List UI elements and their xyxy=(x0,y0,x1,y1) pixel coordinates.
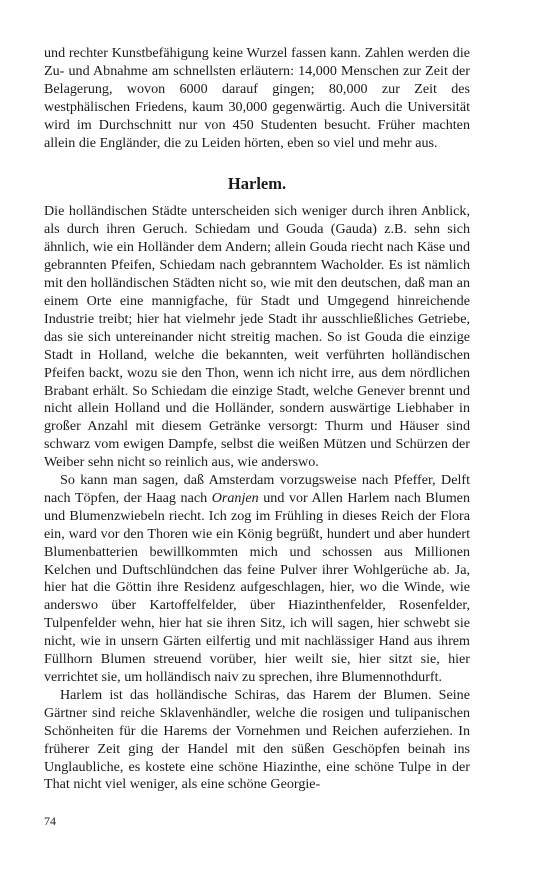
intro-block xyxy=(44,45,470,152)
paragraph-2-part-2: und vor Allen Harlem nach Blumen und Blumenzwiebeln riecht. Ich zog im Frühling in dieses Reich der Flora ein, ward vor den Thoren wie ein König begrüßt, hundert und aber hundert Blumenbatterien bewillkommten mich und schossen aus Millionen Kelchen und Duftschlündchen das feine Pulver ihrer Wohlgerüche ab. Ja, hier hat die Göttin ihre Residenz aufgeschlagen, hier, wo die Winde, wie anderswo über Kartoffelfelder, über Hiazinthenfelder, Rosenfelder, Tulpenfelder wehn, hier hat sie ihren Sitz, ich will sagen, hier schwebt sie nicht, wie in unsern Gärten eilfertig und mit nachlässiger Hand aus ihrem Füllhorn Blumen streuend vorüber, hier weilt sie, hier sitzt sie, hier verrichtet sie, um holländisch naiv zu sprechen, ihre Blumennothdurft. xyxy=(44,489,470,685)
intro-paragraph: und rechter Kunstbefähigung keine Wurzel fassen kann. Zahlen werden die Zu- und Abnahme am schnellsten erläutern: 14,000 Menschen zur Zeit der Belagerung, wovon 6000 darauf gingen; 80,000 zur Zeit des westphälischen Friedens, kaum 30,000 gegenwärtig. Auch die Universität wird im Durchschnitt nur von 450 Studenten besucht. Früher machten allein die Engländer, die zu Leiden hörten, eben so viel und mehr aus. xyxy=(44,45,470,151)
page-number: 74 xyxy=(44,814,56,828)
paragraph-2-part-1: So kann man sagen, daß Amsterdam vorzugsweise nach Pfeffer, Delft nach Töpfen, der Haag nach xyxy=(44,472,470,506)
paragraph-3: Harlem ist das holländische Schiras, das Harem der Blumen. Seine Gärtner sind reiche Sklavenhändler, welche die rosigen und tulipanischen Schönheiten für die Harems der Vornehmen und Reichen auferziehen. In früherer Zeit ging der Handel mit den süßen Geschöpfen beinah ins Unglaubliche, es kostete eine schöne Hiazinthe, eine schöne Tulpe in der That nicht viel weniger, als eine schöne Georgie- xyxy=(44,686,470,793)
page-body xyxy=(44,45,470,794)
section-text xyxy=(44,203,470,794)
section-heading: Harlem. xyxy=(227,174,287,194)
paragraph-2-italic-word: Oranjen xyxy=(211,489,259,506)
paragraph-1: Die holländischen Städte unterscheiden sich weniger durch ihren Anblick, als durch ihren Geruch. Schiedam und Gouda (Gauda) z.B. sehn sich ähnlich, wie ein Holländer dem Andern; allein Gouda riecht nach Käse und gebrannten Pfeifen, Schiedam nach gebranntem Wacholder. Es ist nämlich mit den holländischen Städten nicht so, wie mit den deutschen, daß man an einem Orte eine mannigfache, für Stadt und Umgegend hinreichende Industrie treibt; hier hat vielmehr jede Stadt ihr ausschließliches Getriebe, das sie sich untereinander nicht streitig machen. So ist Gouda die einzige Stadt in Holland, welche die bekannten, weit verführten holländischen Pfeifen backt, wozu sie den Thon, wenn ich nicht irre, aus dem nördlichen Brabant erhält. So Schiedam die einzige Stadt, welche Genever brennt und nicht allein Holland und die Holländer, sondern auswärtige Liebhaber in großer Anzahl mit diesem Getränke versorgt: Thurm und Häuser sind schwarz vom ewigen Dampfe, selbst die weißen Mützen und Schürzen der Weiber sehn nicht so reinlich aus, wie anderswo. xyxy=(44,203,470,471)
paragraph-2 xyxy=(44,472,470,687)
